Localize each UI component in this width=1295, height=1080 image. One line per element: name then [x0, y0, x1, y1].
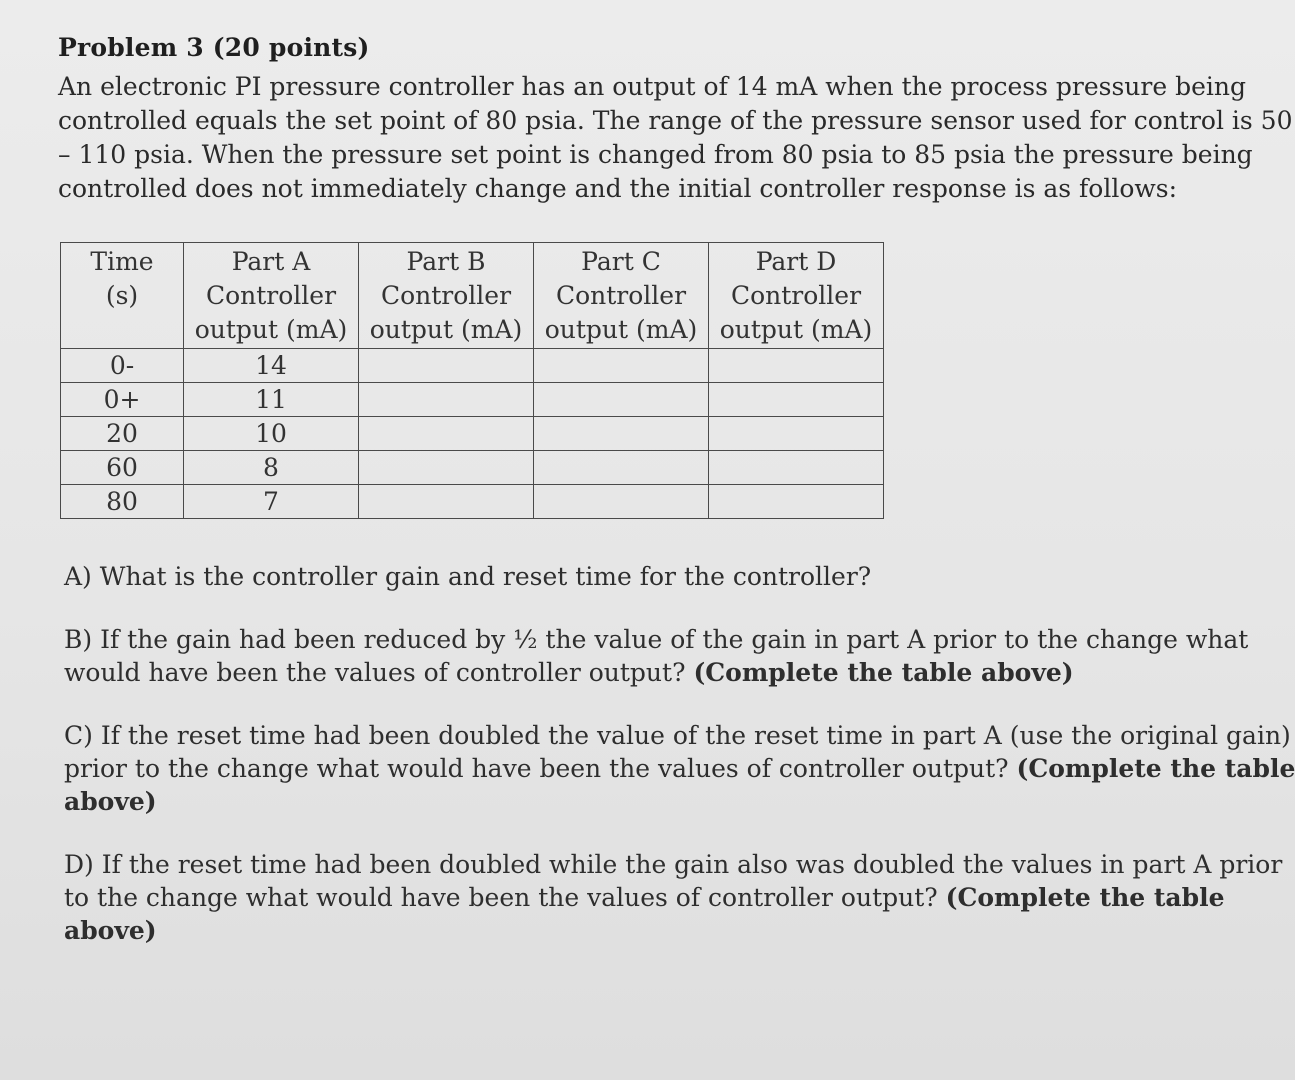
header-line: Part A	[231, 247, 311, 276]
cell-part-b	[359, 451, 534, 485]
problem-title: Problem 3 (20 points)	[58, 33, 370, 62]
table-header-row	[61, 243, 884, 349]
question-instruction: (Complete the table above)	[693, 658, 1074, 687]
problem-statement	[58, 70, 1293, 206]
cell-part-a: 8	[184, 451, 359, 485]
cell-time: 0-	[61, 349, 184, 383]
cell-part-b	[359, 383, 534, 417]
header-part-b	[359, 243, 534, 349]
question-instruction: above)	[64, 787, 157, 816]
question-line: D) If the reset time had been doubled while the gain also was doubled the values in part A prior	[64, 850, 1283, 879]
cell-part-d	[709, 383, 884, 417]
cell-time: 20	[61, 417, 184, 451]
cell-part-c	[534, 383, 709, 417]
question-instruction: above)	[64, 916, 157, 945]
table-row	[61, 383, 884, 417]
header-line: Time	[90, 247, 154, 276]
cell-part-c	[534, 485, 709, 519]
header-part-a	[184, 243, 359, 349]
statement-line: controlled equals the set point of 80 psia. The range of the pressure sensor used for control is 50	[58, 106, 1293, 135]
header-line: Part C	[581, 247, 661, 276]
question-line: C) If the reset time had been doubled the value of the reset time in part A (use the original gain)	[64, 721, 1291, 750]
question-line: B) If the gain had been reduced by ½ the value of the gain in part A prior to the change what	[64, 625, 1249, 654]
question-a	[64, 560, 1184, 593]
question-line: A) What is the controller gain and reset time for the controller?	[64, 562, 872, 591]
cell-part-c	[534, 349, 709, 383]
question-line	[64, 881, 1225, 914]
table-row	[61, 349, 884, 383]
question-c	[64, 719, 1295, 818]
header-line: Controller	[555, 281, 687, 310]
cell-part-a: 11	[184, 383, 359, 417]
question-text: would have been the values of controller output?	[64, 658, 694, 687]
question-text: to the change what would have been the values of controller output?	[64, 883, 946, 912]
header-line: Part B	[406, 247, 486, 276]
question-d	[64, 848, 1283, 947]
table-row	[61, 451, 884, 485]
cell-part-b	[359, 349, 534, 383]
questions-section	[64, 560, 1295, 977]
cell-time: 60	[61, 451, 184, 485]
statement-line: – 110 psia. When the pressure set point is changed from 80 psia to 85 psia the pressure being	[58, 140, 1253, 169]
cell-part-d	[709, 417, 884, 451]
table-row	[61, 485, 884, 519]
header-line: output (mA)	[544, 315, 698, 344]
header-line: Controller	[380, 281, 512, 310]
cell-part-d	[709, 349, 884, 383]
question-text: prior to the change what would have been the values of controller output?	[64, 754, 1017, 783]
cell-part-a: 10	[184, 417, 359, 451]
cell-part-b	[359, 485, 534, 519]
header-line: output (mA)	[369, 315, 523, 344]
header-part-d	[709, 243, 884, 349]
header-line: output (mA)	[194, 315, 348, 344]
cell-part-d	[709, 485, 884, 519]
header-line: Controller	[730, 281, 862, 310]
cell-part-c	[534, 451, 709, 485]
cell-time: 0+	[61, 383, 184, 417]
cell-time: 80	[61, 485, 184, 519]
question-b	[64, 623, 1249, 689]
question-instruction: (Complete the table	[1016, 754, 1295, 783]
header-line: Controller	[205, 281, 337, 310]
cell-part-d	[709, 451, 884, 485]
header-time	[61, 243, 184, 349]
cell-part-b	[359, 417, 534, 451]
controller-output-table	[60, 242, 884, 519]
cell-part-c	[534, 417, 709, 451]
question-instruction: (Complete the table	[945, 883, 1225, 912]
question-line	[64, 656, 1184, 689]
cell-part-a: 7	[184, 485, 359, 519]
header-line: output (mA)	[719, 315, 873, 344]
header-line: (s)	[105, 281, 139, 310]
header-part-c	[534, 243, 709, 349]
statement-line: controlled does not immediately change and the initial controller response is as follows:	[58, 174, 1178, 203]
table-row	[61, 417, 884, 451]
header-line: Part D	[755, 247, 837, 276]
statement-line: An electronic PI pressure controller has an output of 14 mA when the process pressure being	[58, 72, 1247, 101]
cell-part-a: 14	[184, 349, 359, 383]
question-line	[64, 752, 1295, 785]
